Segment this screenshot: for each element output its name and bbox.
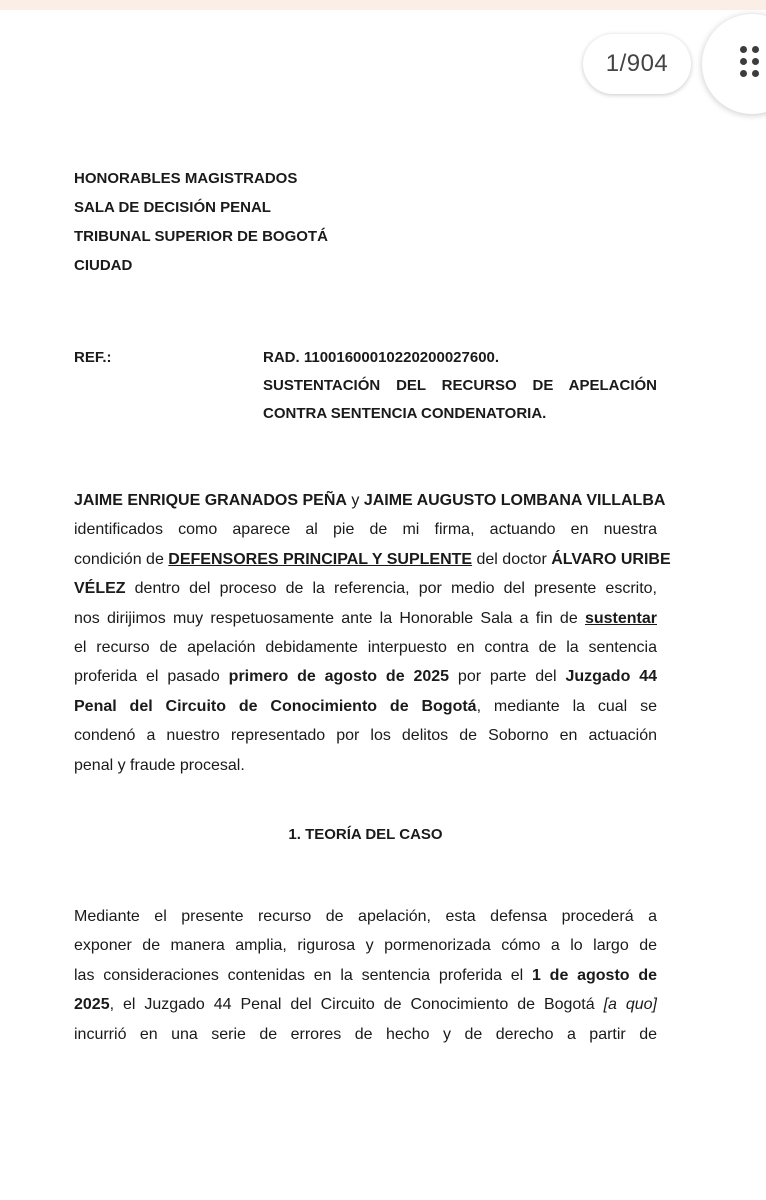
intro-paragraph (74, 486, 671, 780)
text-run: , mediante la cual se (476, 697, 657, 715)
reference-subject: CONTRA SENTENCIA CONDENATORIA. (263, 405, 547, 422)
text-run: , el Juzgado 44 Penal del Circuito de Conocimiento de Bogotá (109, 996, 604, 1014)
text-run: condición de (74, 550, 169, 568)
paragraph-line (74, 604, 657, 633)
text-run: y (346, 492, 364, 509)
court-name: Penal del Circuito de Conocimiento de Bogotá (74, 697, 477, 715)
text-run: nos dirijimos muy respetuosamente ante la Honorable Sala a fin de (74, 609, 585, 627)
text-run: dentro del proceso de la referencia, por medio del presente escrito, (125, 580, 657, 598)
court-name: Juzgado 44 (565, 668, 657, 686)
defender-name: JAIME ENRIQUE GRANADOS PEÑA (74, 492, 347, 509)
text-run: por parte del (449, 668, 566, 686)
paragraph-line (74, 692, 657, 721)
sentence-date: 1 de agosto de (532, 966, 658, 984)
addressee-line: TRIBUNAL SUPERIOR DE BOGOTÁ (74, 228, 328, 245)
reference-rad: RAD. 11001600010220200027600. (263, 349, 500, 366)
reference-label: REF.: (74, 349, 112, 366)
paragraph-line (74, 961, 657, 990)
text-run: las consideraciones contenidas en la sentencia proferida el (74, 966, 532, 984)
section-heading: 1. TEORÍA DEL CASO (288, 826, 443, 843)
addressee-line: HONORABLES MAGISTRADOS (74, 170, 298, 187)
defenders-role: DEFENSORES PRINCIPAL Y SUPLENTE (168, 550, 473, 568)
body-paragraph (74, 902, 657, 1049)
reference-block (263, 344, 657, 428)
viewer-top-bar (0, 0, 766, 10)
paragraph-line (74, 545, 671, 574)
client-name: ÁLVARO URIBE (551, 550, 671, 568)
paragraph-line: condenó a nuestro representado por los delitos de Soborno en actuación (74, 727, 657, 745)
defender-name: JAIME AUGUSTO LOMBANA VILLALBA (363, 492, 666, 509)
emphasis-sustentar: sustentar (584, 609, 657, 627)
paragraph-line (74, 574, 657, 603)
text-run: proferida el pasado (74, 668, 229, 686)
reference-subject: SUSTENTACIÓN DEL RECURSO DE APELACIÓN (263, 377, 657, 394)
paragraph-line (74, 990, 657, 1019)
paragraph-line (74, 486, 666, 515)
paragraph-line: penal y fraude procesal. (74, 756, 245, 774)
paragraph-line (74, 662, 657, 691)
menu-button[interactable] (702, 14, 766, 114)
text-run: del doctor (472, 550, 552, 568)
a-quo-note: [a quo] (603, 996, 657, 1014)
page-counter: 1/904 (583, 34, 691, 94)
paragraph-line: exponer de manera amplia, rigurosa y pormenorizada cómo a lo largo de (74, 937, 657, 955)
client-name: VÉLEZ (74, 580, 126, 598)
addressee-line: CIUDAD (74, 257, 133, 274)
paragraph-line: incurrió en una serie de errores de hecho y de derecho a partir de (74, 1025, 657, 1043)
paragraph-line: identificados como aparece al pie de mi firma, actuando en nuestra (74, 521, 657, 539)
paragraph-line: Mediante el presente recurso de apelación, esta defensa procederá a (74, 908, 657, 925)
sentence-date: 2025 (74, 996, 110, 1014)
addressee-line: SALA DE DECISIÓN PENAL (74, 199, 271, 216)
sentence-date: primero de agosto de 2025 (228, 668, 450, 686)
paragraph-line: el recurso de apelación debidamente interpuesto en contra de la sentencia (74, 639, 657, 657)
